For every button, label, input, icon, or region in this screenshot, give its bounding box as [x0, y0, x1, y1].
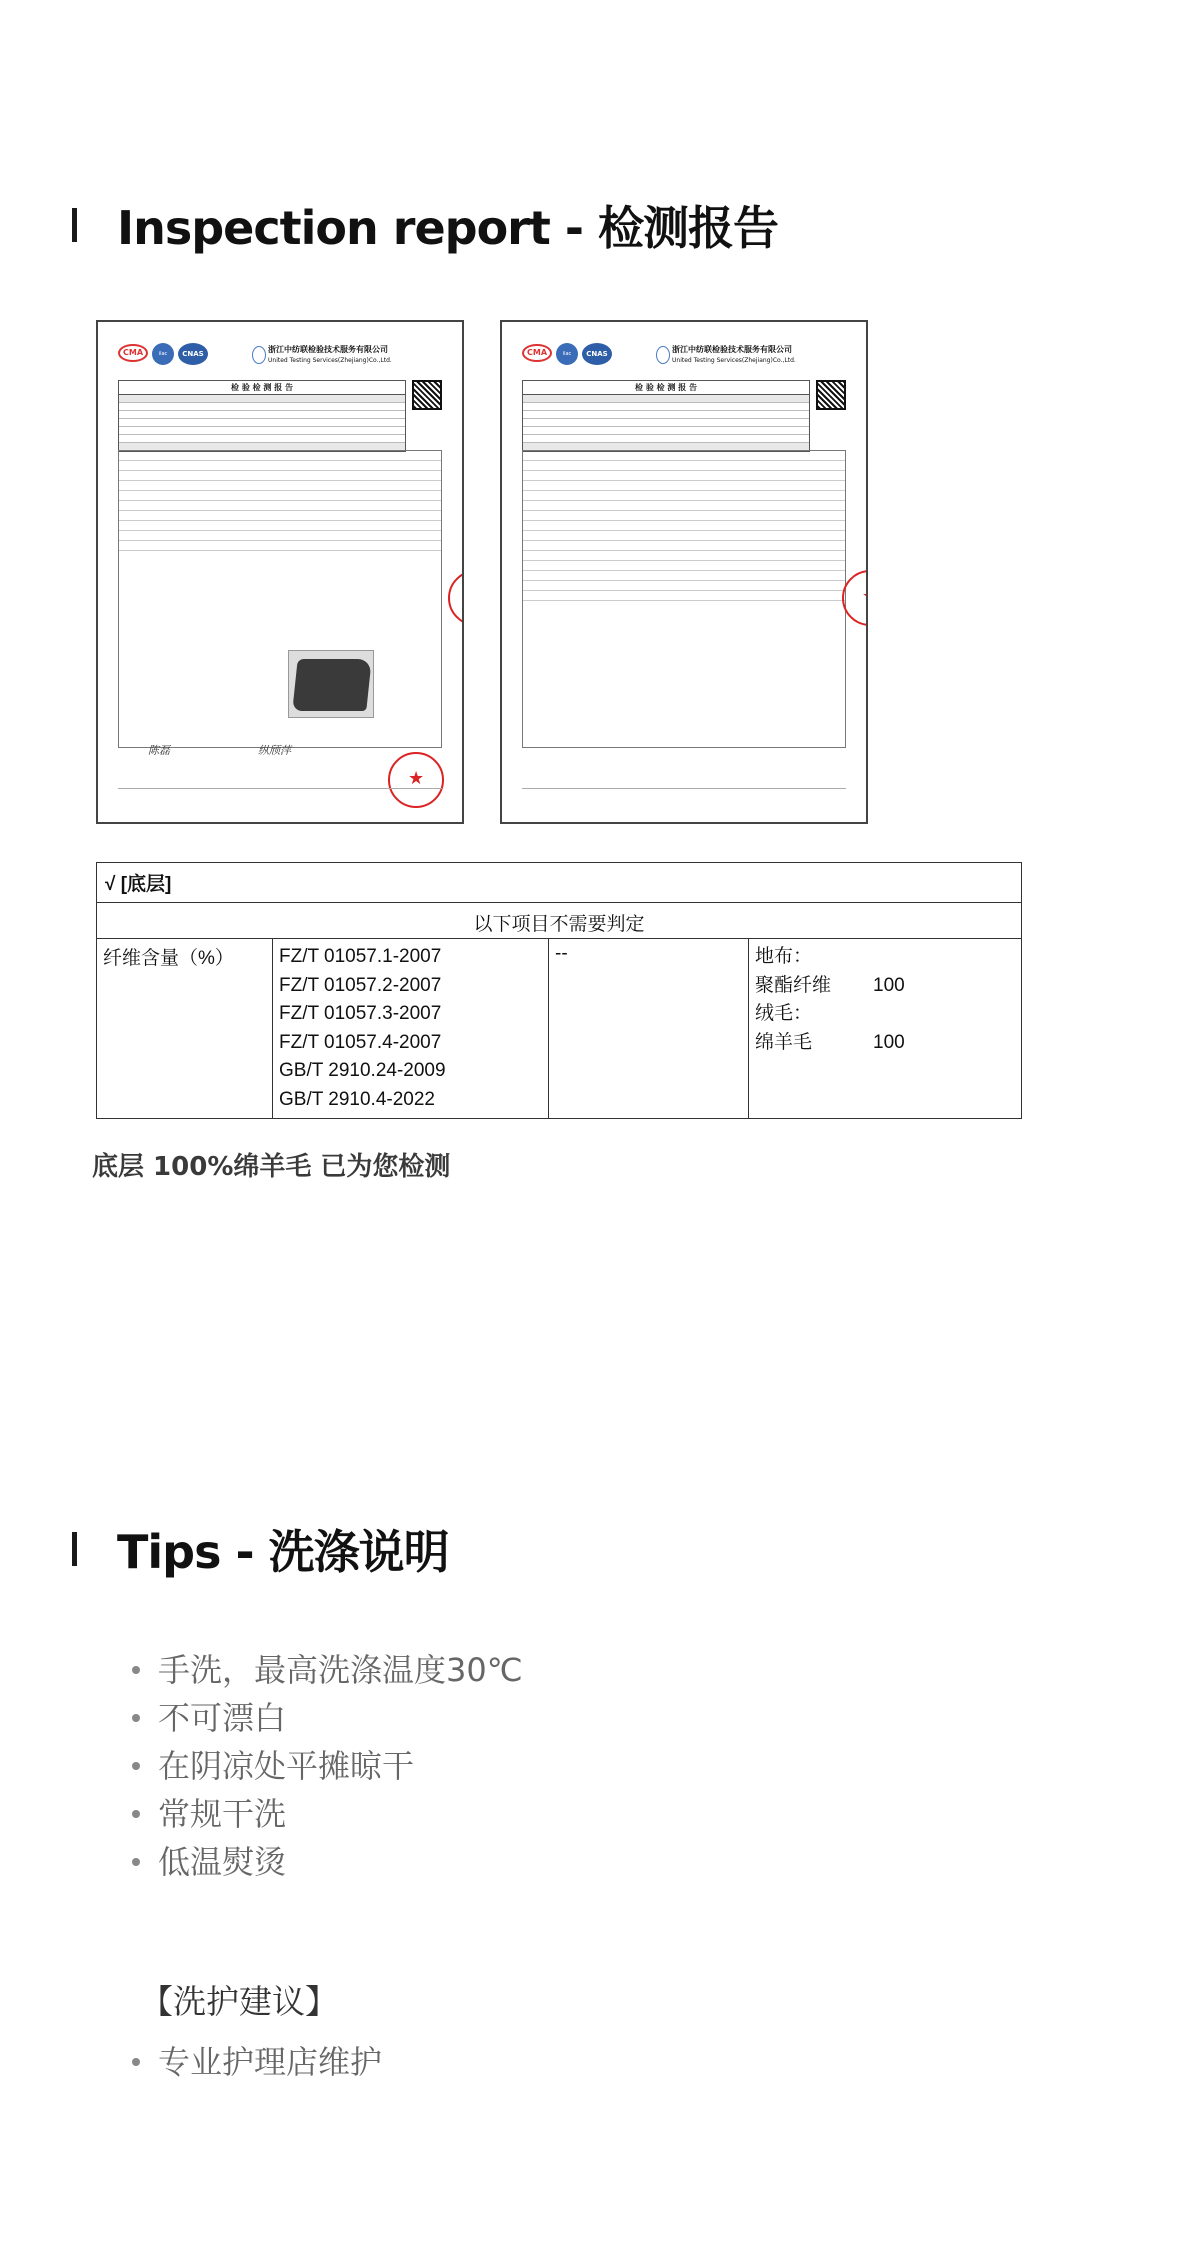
test-item: 纤维含量（%） [97, 939, 273, 1119]
pile-label: 绒毛： [755, 1003, 813, 1024]
report-body [118, 450, 442, 748]
method: GB/T 2910.4-2022 [279, 1088, 435, 1110]
certification-logos [522, 340, 652, 370]
list-item: 常规干洗 [132, 1790, 523, 1838]
method: FZ/T 01057.3-2007 [279, 1003, 442, 1024]
bullet-icon [132, 2058, 140, 2066]
signature: 陈磊 [148, 744, 170, 757]
method: FZ/T 01057.2-2007 [279, 974, 442, 996]
heading-bar [72, 1532, 77, 1566]
report-footer [522, 788, 846, 802]
report-header-table [522, 380, 810, 452]
table-note: 以下项目不需要判定 [97, 903, 1022, 939]
list-item: 低温熨烫 [132, 1838, 523, 1886]
cnas-logo-icon: CNAS [582, 343, 612, 365]
report-page-2-image [500, 320, 868, 824]
cma-logo-icon: CMA [522, 344, 552, 362]
report-page-1-image [96, 320, 464, 824]
uts-logo-icon [656, 346, 670, 364]
test-results [749, 939, 1022, 1119]
fabric-sample-photo [288, 650, 374, 718]
care-advice-list [132, 2038, 382, 2086]
section-title: Tips - 洗涤说明 [117, 1525, 449, 1579]
table-section-header: √ [底层] [97, 863, 1022, 903]
test-methods [273, 939, 549, 1119]
report-title: 检 验 检 测 报 告 [119, 381, 405, 395]
list-item: 在阴凉处平摊晾干 [132, 1742, 523, 1790]
section-title: Inspection report - 检测报告 [117, 201, 778, 255]
fiber-value: 100 [873, 974, 905, 996]
report-body [522, 450, 846, 748]
list-item: 不可漂白 [132, 1694, 523, 1742]
signature: 纵颀萍 [258, 744, 291, 757]
fiber-value: 100 [873, 1031, 905, 1053]
technical-requirement: -- [549, 939, 749, 1119]
method: GB/T 2910.24-2009 [279, 1060, 446, 1081]
list-item: 专业护理店维护 [132, 2038, 382, 2086]
cnas-logo-icon: CNAS [178, 343, 208, 365]
fiber-content-table [96, 862, 1022, 1119]
cma-logo-icon: CMA [118, 344, 148, 362]
washing-tips-list [132, 1646, 523, 1886]
base-label: 地布： [755, 946, 813, 967]
uts-logo-icon [252, 346, 266, 364]
list-item: 手洗，最高洗涤温度30℃ [132, 1646, 523, 1694]
certification-logos [118, 340, 248, 370]
method: FZ/T 01057.4-2007 [279, 1031, 442, 1053]
qr-code-icon [412, 380, 442, 410]
base-fiber-row [755, 972, 1015, 1001]
official-stamp-icon [448, 570, 464, 626]
organization-name: 浙江中纺联检验技术服务有限公司 United Testing Services(Zhejiang)Co.,Ltd. [672, 345, 796, 364]
bullet-icon [132, 1666, 140, 1674]
method: FZ/T 01057.1-2007 [279, 946, 442, 967]
fiber-name: 绵羊毛 [755, 1031, 813, 1053]
fiber-name: 聚酯纤维 [755, 974, 832, 996]
ilac-logo-icon: ilac [152, 343, 174, 365]
bullet-icon [132, 1762, 140, 1770]
organization-name: 浙江中纺联检验技术服务有限公司 United Testing Services(Zhejiang)Co.,Ltd. [268, 345, 392, 364]
bullet-icon [132, 1810, 140, 1818]
tips-heading [72, 1516, 449, 1582]
qr-code-icon [816, 380, 846, 410]
inspection-caption: 底层 100%绵羊毛 已为您检测 [92, 1152, 451, 1182]
report-header-table [118, 380, 406, 452]
inspection-report-heading [72, 192, 778, 258]
bullet-icon [132, 1858, 140, 1866]
pile-fiber-row [755, 1029, 1015, 1058]
ilac-logo-icon: ilac [556, 343, 578, 365]
report-footer [118, 788, 442, 802]
report-title: 检 验 检 测 报 告 [523, 381, 809, 395]
bullet-icon [132, 1714, 140, 1722]
heading-bar [72, 208, 77, 242]
care-advice-title: 【洗护建议】 [140, 1982, 338, 2021]
table-row [97, 939, 1022, 1119]
